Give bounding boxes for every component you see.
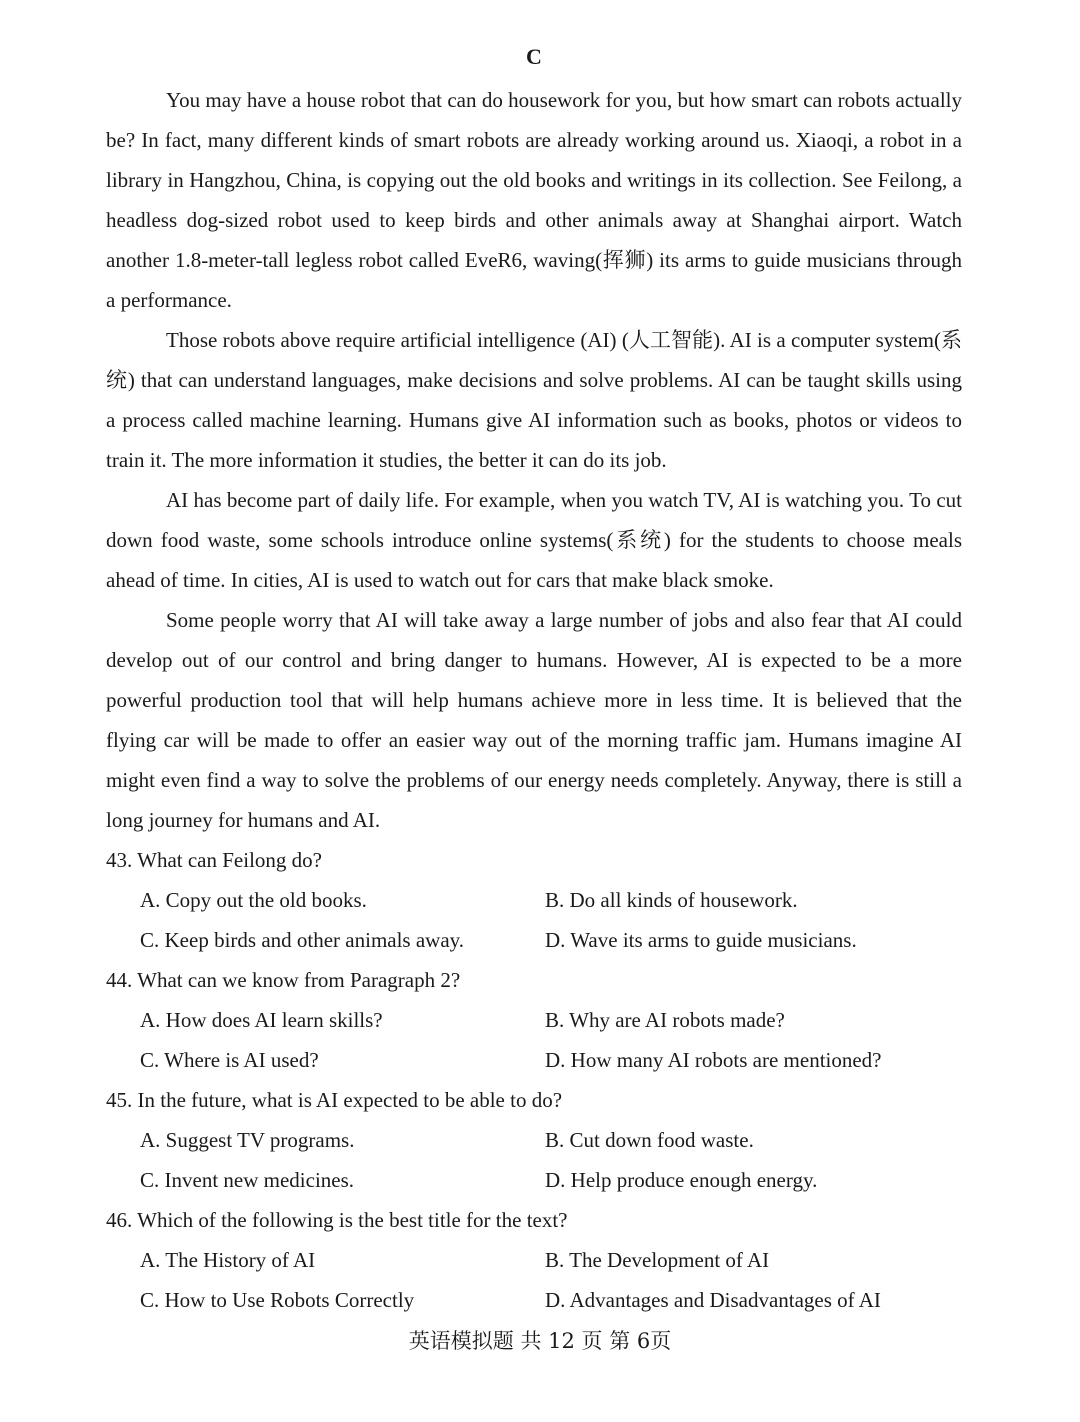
question-44 bbox=[106, 960, 962, 1080]
question-43 bbox=[106, 840, 962, 960]
passage-paragraph-2: Those robots above require artificial intelligence (AI) (人工智能). AI is a computer system(系统) that can understand languages, make decisions and solve problems. AI can be taught skills using a process called machine learning. Humans give AI information such as books, photos or videos to train it. The more information it studies, the better it can do its job. bbox=[106, 328, 962, 472]
option-b: B. Why are AI robots made? bbox=[545, 1008, 785, 1032]
option-a: A. Copy out the old books. bbox=[140, 888, 367, 912]
question-stem: 44. What can we know from Paragraph 2? bbox=[106, 968, 461, 992]
option-a: A. Suggest TV programs. bbox=[140, 1128, 355, 1152]
reading-passage bbox=[106, 80, 962, 840]
option-d: D. Advantages and Disadvantages of AI bbox=[545, 1288, 881, 1312]
option-a: A. How does AI learn skills? bbox=[140, 1008, 383, 1032]
passage-paragraph-4: Some people worry that AI will take away a large number of jobs and also fear that AI could develop out of our control and bring danger to humans. However, AI is expected to be a more powerful production tool that will help humans achieve more in less time. It is believed that the flying car will be made to offer an easier way out of the morning traffic jam. Humans imagine AI might even find a way to solve the problems of our energy needs completely. Anyway, there is still a long journey for humans and AI. bbox=[106, 608, 962, 832]
option-c: C. Invent new medicines. bbox=[140, 1168, 355, 1192]
option-b: B. Cut down food waste. bbox=[545, 1128, 754, 1152]
passage-paragraph-1: You may have a house robot that can do housework for you, but how smart can robots actually be? In fact, many different kinds of smart robots are already working around us. Xiaoqi, a robot in a library in Hangzhou, China, is copying out the old books and writings in its collection. See Feilong, a headless dog-sized robot used to keep birds and other animals away at Shanghai airport. Watch another 1.8-meter-tall legless robot called EveR6, waving(挥狮) its arms to guide musicians through a performance. bbox=[106, 88, 962, 312]
question-45 bbox=[106, 1080, 962, 1200]
question-46 bbox=[106, 1200, 962, 1320]
passage-paragraph-3: AI has become part of daily life. For example, when you watch TV, AI is watching you. To cut down food waste, some schools introduce online systems(系统) for the students to choose meals ahead of time. In cities, AI is used to watch out for cars that make black smoke. bbox=[106, 488, 962, 592]
option-c: C. How to Use Robots Correctly bbox=[140, 1288, 415, 1312]
option-a: A. The History of AI bbox=[140, 1248, 316, 1272]
option-d: D. Wave its arms to guide musicians. bbox=[545, 928, 857, 952]
section-heading: C bbox=[526, 44, 542, 69]
question-stem: 46. Which of the following is the best title for the text? bbox=[106, 1208, 568, 1232]
option-c: C. Keep birds and other animals away. bbox=[140, 928, 465, 952]
question-stem: 43. What can Feilong do? bbox=[106, 848, 322, 872]
option-b: B. The Development of AI bbox=[545, 1248, 770, 1272]
option-c: C. Where is AI used? bbox=[140, 1048, 319, 1072]
answer-options bbox=[106, 1120, 962, 1200]
page-footer: 英语模拟题 共 12 页 第 6页 bbox=[408, 1329, 672, 1353]
option-d: D. Help produce enough energy. bbox=[545, 1168, 818, 1192]
answer-options bbox=[106, 1000, 962, 1080]
question-stem: 45. In the future, what is AI expected to be able to do? bbox=[106, 1088, 563, 1112]
answer-options bbox=[106, 1240, 962, 1320]
option-b: B. Do all kinds of housework. bbox=[545, 888, 798, 912]
option-d: D. How many AI robots are mentioned? bbox=[545, 1048, 882, 1072]
answer-options bbox=[106, 880, 962, 960]
